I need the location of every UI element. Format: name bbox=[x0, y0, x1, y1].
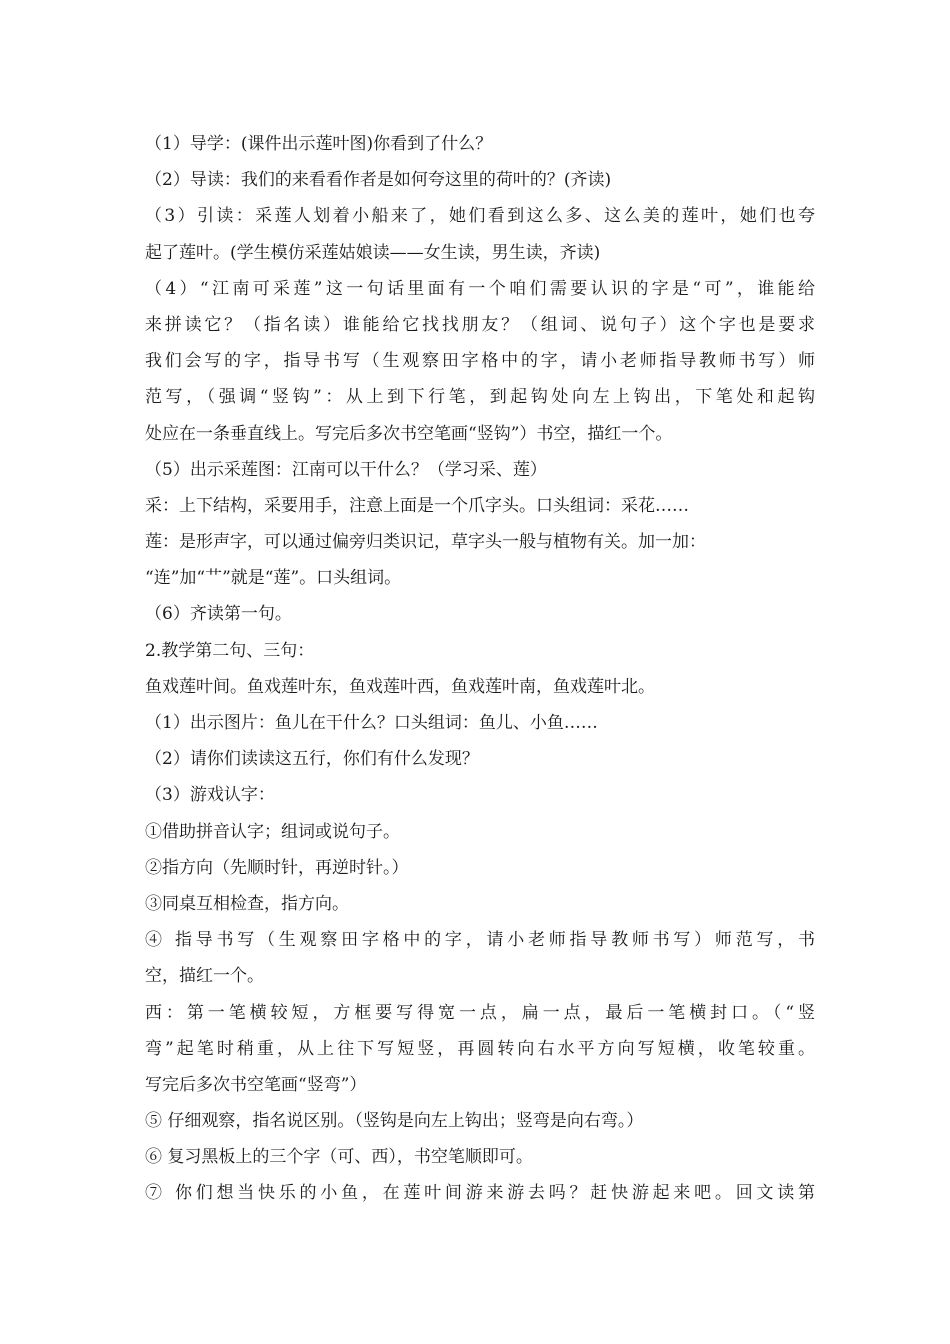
text-line: （2）请你们读读这五行，你们有什么发现？ bbox=[145, 749, 479, 770]
text-line: ②指方向（先顺时针，再逆时针。） bbox=[145, 857, 409, 878]
text-line: （1）导学：(课件出示莲叶图)你看到了什么？ bbox=[145, 134, 493, 154]
text-line: （4）“江南可采莲”这一句话里面有一个咱们需要认识的字是“可”，谁能给 bbox=[145, 278, 815, 299]
text-line: 起了莲叶。(学生模仿采莲姑娘读——女生读，男生读，齐读) bbox=[145, 242, 601, 263]
text-line: 范写，（强调“竖钩”：从上到下行笔，到起钩处向左上钩出，下笔处和起钩 bbox=[145, 387, 815, 408]
text-line: 西：第一笔横较短，方框要写得宽一点，扁一点，最后一笔横封口。（“竖 bbox=[145, 1002, 815, 1023]
text-line: 处应在一条垂直线上。写完后多次书空笔画“竖钩”）书空，描红一个。 bbox=[145, 423, 673, 444]
text-line: ⑤ 仔细观察，指名说区别。（竖钩是向左上钩出；竖弯是向右弯。） bbox=[145, 1111, 644, 1132]
text-line: ⑦ 你们想当快乐的小鱼，在莲叶间游来游去吗？赶快游起来吧。回文读第 bbox=[145, 1183, 815, 1204]
text-line: 采：上下结构，采要用手，注意上面是一个爪字头。口头组词：采花…… bbox=[145, 495, 689, 516]
text-line: ④ 指导书写（生观察田字格中的字，请小老师指导教师书写）师范写，书 bbox=[145, 930, 815, 951]
text-line: （3）引读：采莲人划着小船来了，她们看到这么多、这么美的莲叶，她们也夸 bbox=[145, 206, 815, 227]
text-line: ⑥ 复习黑板上的三个字（可、西），书空笔顺即可。 bbox=[145, 1147, 533, 1168]
text-line: 鱼戏莲叶间。鱼戏莲叶东，鱼戏莲叶西，鱼戏莲叶南，鱼戏莲叶北。 bbox=[145, 676, 655, 697]
text-line: 莲：是形声字，可以通过偏旁归类识记，草字头一般与植物有关。加一加： bbox=[145, 532, 706, 553]
text-line: （1）出示图片：鱼儿在干什么？口头组词：鱼儿、小鱼…… bbox=[145, 713, 598, 733]
text-line: （2）导读：我们的来看看作者是如何夸这里的荷叶的？(齐读) bbox=[145, 170, 612, 191]
text-line: 弯”起笔时稍重，从上往下写短竖，再圆转向右水平方向写短横，收笔较重。 bbox=[145, 1038, 815, 1059]
text-line: 空，描红一个。 bbox=[145, 966, 264, 987]
text-line: 来拼读它？（指名读）谁能给它找找朋友？（组词、说句子）这个字也是要求 bbox=[145, 314, 815, 335]
text-line: 写完后多次书空笔画“竖弯”） bbox=[145, 1074, 367, 1095]
section-heading: 2.教学第二句、三句： bbox=[145, 640, 315, 661]
text-line: （3）游戏认字： bbox=[145, 785, 275, 806]
text-line: ③同桌互相检查，指方向。 bbox=[145, 893, 349, 914]
lesson-plan-text bbox=[145, 126, 815, 1212]
text-line: “连”加“艹”就是“莲”。口头组词。 bbox=[145, 568, 402, 589]
text-line: ①借助拼音认字；组词或说句子。 bbox=[145, 821, 400, 842]
text-line: 我们会写的字，指导书写（生观察田字格中的字，请小老师指导教师书写）师 bbox=[145, 351, 815, 372]
text-line: （5）出示采莲图：江南可以干什么？（学习采、莲） bbox=[145, 459, 547, 480]
text-line: （6）齐读第一句。 bbox=[145, 604, 292, 625]
